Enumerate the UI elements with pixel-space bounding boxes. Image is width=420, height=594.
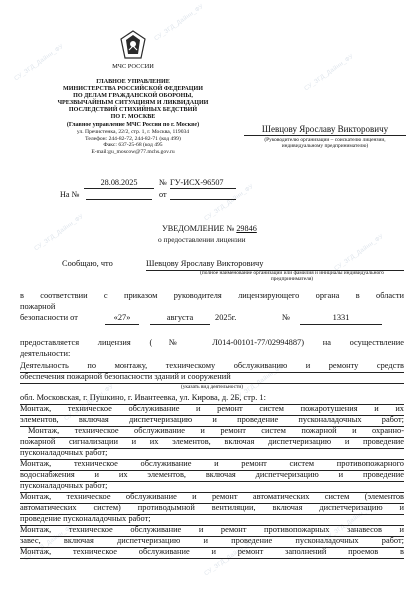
notice-subtitle: о предоставлении лицензии [158, 235, 246, 244]
doc-date: 28.08.2025 [84, 178, 154, 189]
org-mark: МЧС РОССИИ [112, 63, 154, 70]
watermark: СУ_ЗГД_Дайнн_ФУ [203, 183, 255, 223]
order-day: «27» [105, 313, 139, 325]
recipient-block [244, 124, 406, 150]
notice-title [162, 224, 257, 234]
works-line: Монтаж, техническое обслуживание и ремонт систем противопожарного [20, 459, 404, 471]
watermark: СУ_ЗГД_Дайнн_ФУ [333, 233, 385, 273]
works-address: обл. Московская, г. Пушкино, г. Ивантеевка, ул. Кирова, д. 2Б, стр. 1: [20, 393, 404, 405]
watermark: СУ_ЗГД_Дайнн_ФУ [63, 383, 115, 423]
license-line: деятельности: [20, 349, 71, 358]
works-line: автоматических систем) противодымной вентиляции, включая диспетчеризацию и [20, 503, 404, 515]
org-line: ПО Г. МОСКВЕ [110, 114, 156, 121]
works-line: элементов, включая диспетчеризацию и проведение пусконаладочных работ; [20, 415, 404, 427]
org-line: МИНИСТЕРСТВА РОССИЙСКОЙ ФЕДЕРАЦИИ [63, 86, 203, 93]
order-date-label: безопасности от [20, 313, 78, 322]
order-number: 1331 [300, 313, 382, 325]
activity-line: Деятельность по монтажу, техническому обслуживанию и ремонту средств [20, 361, 404, 373]
doc-number: ГУ-ИСХ-96507 [170, 178, 236, 189]
inform-note: (полное наименование организации или фамилия и инициалы индивидуального предпринимателя) [200, 270, 384, 283]
org-email: E-mail:gu_moscow@77.mchs.gov.ru [91, 148, 175, 155]
works-line: завес, включая диспетчеризацию и проведение пусконаладочных работ; [20, 536, 404, 548]
watermark: СУ_ЗГД_Дайнн_ФУ [33, 213, 85, 253]
notice-number: 29846 [236, 224, 257, 233]
works-line: пусконаладочных работ; [20, 481, 404, 493]
org-short-name: (Главное управление МЧС России по г. Москве) [66, 121, 200, 128]
watermark: СУ_ЗГД_Дайнн_ФУ [13, 43, 65, 83]
org-line: ГЛАВНОЕ УПРАВЛЕНИЕ [96, 79, 170, 85]
works-line: Монтаж, техническое обслуживание и ремонт противопожарных занавесов и [20, 525, 404, 537]
reply-to-number-line [86, 199, 152, 200]
inform-name: Шевцову Ярославу Викторовичу [146, 259, 404, 271]
emchs-emblem-icon [120, 30, 146, 60]
order-number-label: № [282, 313, 290, 322]
works-line: Монтаж, техническое обслуживание и ремонт систем пожаротушения и их [20, 404, 404, 416]
works-line: Монтаж, техническое обслуживание и ремонт автоматических систем (элементов [20, 492, 404, 504]
order-month: августа [150, 313, 210, 325]
recipient-note: (Руководителю организации – соискателю лицензии, индивидуальному предпринимателю) [244, 135, 406, 150]
org-fax: Факс: 637-25-68 (код 495 [103, 142, 163, 149]
watermark: СУ_ЗГД_Дайнн_ФУ [323, 503, 375, 543]
order-year: 2025г. [215, 313, 237, 322]
org-phone: Телефон: 244-82-72, 244-82-71 (код 499) [85, 135, 181, 142]
watermark: СУ_ЗГД_Дайнн_ФУ [303, 53, 355, 93]
org-line: ЧРЕЗВЫЧАЙНЫМ СИТУАЦИЯМ И ЛИКВИДАЦИИ [57, 100, 209, 107]
license-line: предоставляется лицензия (№ Л014-00101-77/02994887) на осуществление [20, 338, 404, 347]
order-line: пожарной [20, 302, 56, 311]
watermark: СУ_ЗГД_Дайнн_ФУ [153, 3, 205, 43]
watermark: СУ_ЗГД_Дайнн_ФУ [233, 363, 285, 403]
works-line: пусконаладочных работ; [20, 448, 404, 460]
order-line: в соответствии с приказом руководителя лицензирующего органа в области [20, 291, 404, 300]
watermark: СУ_ЗГД_Дайнн_ФУ [23, 523, 75, 563]
works-line: Монтаж, техническое обслуживание и ремонт заполнений проемов в [20, 547, 404, 559]
org-name-block [38, 79, 228, 129]
inform-label: Сообщаю, что [62, 259, 113, 268]
notice-title-prefix: УВЕДОМЛЕНИЕ № [162, 224, 235, 233]
works-line: водоснабжения и их элементов, включая диспетчеризацию и проведение [20, 470, 404, 482]
reply-from-label: от [159, 190, 167, 199]
org-contacts [38, 129, 228, 155]
reply-from-date-line [170, 199, 236, 200]
activity-line: обеспечения пожарной безопасности зданий и сооружений [20, 372, 404, 384]
works-line: проведение пусконаладочных работ; [20, 514, 404, 526]
works-line: Монтаж, техническое обслуживание и ремонт систем пожарной и охранно- [28, 426, 404, 438]
org-line: ПОСЛЕДСТВИЙ СТИХИЙНЫХ БЕДСТВИЙ [68, 107, 198, 114]
reply-to-label: На № [60, 190, 80, 199]
recipient-name: Шевцову Ярославу Викторовичу [261, 124, 389, 134]
works-line: пожарной сигнализации и их элементов, включая диспетчеризацию и проведение [20, 437, 404, 449]
doc-number-label: № [159, 178, 167, 187]
activity-note: (указать вид деятельности) [180, 384, 244, 390]
org-address: ул. Пречистенка, 22/2, стр. 1, г. Москва, 119034 [76, 129, 190, 135]
org-line: ПО ДЕЛАМ ГРАЖДАНСКОЙ ОБОРОНЫ, [73, 93, 193, 100]
watermark: СУ_ЗГД_Дайнн_ФУ [203, 538, 255, 578]
